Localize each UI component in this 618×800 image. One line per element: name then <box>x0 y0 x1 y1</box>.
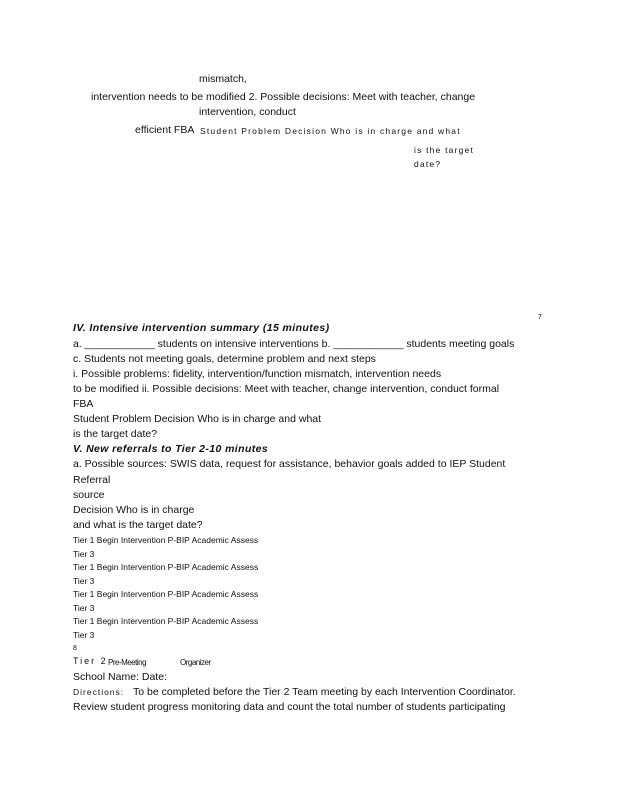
tier-row-sub: Tier 3 <box>73 603 95 613</box>
tier-row-sub: Tier 3 <box>73 576 95 586</box>
text-line: efficient FBA <box>135 124 195 136</box>
tier-row: Tier 1 Begin Intervention P-BIP Academic Assess <box>73 589 259 599</box>
page-number: 8 <box>73 645 77 652</box>
text-line: Student Problem Decision Who is in charge and what <box>73 413 322 425</box>
organizer-pre-meeting: Pre-Meeting <box>108 658 147 667</box>
text-line: i. Possible problems: fidelity, intervention/function mismatch, intervention needs <box>73 368 442 380</box>
text-line: intervention needs to be modified 2. Possible decisions: Meet with teacher, change <box>91 91 476 103</box>
organizer-title: Organizer <box>180 658 211 667</box>
text-line: is the target <box>414 145 475 155</box>
tier-row-sub: Tier 3 <box>73 549 95 559</box>
section-heading: IV. Intensive intervention summary (15 minutes) <box>73 322 330 334</box>
school-name-line: School Name: Date: <box>73 671 167 683</box>
page-number: 7 <box>538 314 542 321</box>
text-line: is the target date? <box>73 428 158 440</box>
text-line: Decision Who is in charge <box>73 504 195 516</box>
tier-row: Tier 1 Begin Intervention P-BIP Academic Assess <box>73 616 259 626</box>
text-line: a. Possible sources: SWIS data, request for assistance, behavior goals added to IEP Student <box>73 458 506 470</box>
text-line: mismatch, <box>199 73 247 85</box>
text-line: and what is the target date? <box>73 519 203 531</box>
tier-row: Tier 1 Begin Intervention P-BIP Academic Assess <box>73 535 259 545</box>
directions-text: To be completed before the Tier 2 Team meeting by each Intervention Coordinator. <box>133 686 516 698</box>
organizer-tier: Tier 2 <box>73 656 108 666</box>
text-line: intervention, conduct <box>199 106 296 118</box>
section-heading: V. New referrals to Tier 2-10 minutes <box>73 443 269 455</box>
text-line: to be modified ii. Possible decisions: Meet with teacher, change intervention, conduct formal <box>73 383 500 395</box>
directions-label: Directions: <box>73 687 125 697</box>
text-line: source <box>73 489 105 501</box>
text-line: Student Problem Decision Who is in charge and what <box>200 126 461 136</box>
text-line: Referral <box>73 474 111 486</box>
text-line: a. ____________ students on intensive interventions b. ____________ students meeting goals <box>73 338 515 350</box>
text-line: date? <box>414 159 442 169</box>
tier-row: Tier 1 Begin Intervention P-BIP Academic Assess <box>73 562 259 572</box>
text-line: Review student progress monitoring data and count the total number of students participating <box>73 701 506 713</box>
text-line: c. Students not meeting goals, determine problem and next steps <box>73 353 376 365</box>
tier-row-sub: Tier 3 <box>73 630 95 640</box>
text-line: FBA <box>73 398 94 410</box>
